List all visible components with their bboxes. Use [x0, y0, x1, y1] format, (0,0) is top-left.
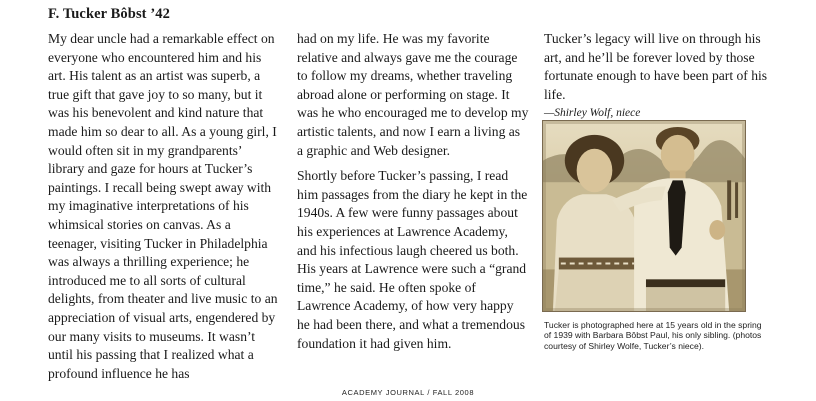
text-column-2 — [297, 30, 529, 353]
page-footer: ACADEMY JOURNAL / FALL 2008 — [341, 388, 475, 397]
text-column-1 — [48, 30, 280, 383]
text-column-3 — [544, 30, 774, 123]
archival-photo — [542, 120, 746, 312]
photo-illustration — [543, 121, 745, 311]
paragraph: had on my life. He was my favorite relative and always gave me the courage to follow my dreams, whether traveling abroad alone or performing on stage. It was he who encouraged me to develop my artistic talents, and now I earn a living as a graphic and Web designer. — [297, 31, 529, 158]
paragraph: Shortly before Tucker’s passing, I read him passages from the diary he kept in the 1940s. A few were funny passages about his experiences at Lawrence Academy, and his infectious laugh cheered us both. His years at Lawrence were such a “grand time,” he said. He often spoke of Lawrence Academy, of how very happy he had been there, and what a tremendous foundation it had given him. — [297, 168, 528, 351]
paragraph: My dear uncle had a remarkable effect on everyone who encountered him and his art. His talent as an artist was superb, a true gift that gave joy to so many, but it was his benevolent and kind nature that made him so dear to all. As a young girl, I would often sit in my grandparents’ library and gaze for hours at Tucker’s paintings. I recall being swept away with my imaginative interpretations of his whimsical stories on canvas. As a teenager, visiting Tucker in Philadelphia was always a thrilling experience; he introduced me to all sorts of cultural delights, from theater and live music to an appreciation of visual arts, engendered by our many visits to museums. It wasn’t until his passing that I realized what a profound influence he has — [48, 31, 278, 381]
paragraph: Tucker’s legacy will live on through his art, and he’ll be forever loved by those fortunate enough to have been part of his life. — [544, 31, 768, 102]
article-heading: F. Tucker Bôbst ’42 — [48, 6, 170, 22]
photo-caption: Tucker is photographed here at 15 years old in the spring of 1939 with Barbara Bôbst Paul, his only sibling. (photos courtesy of Shirley Wolfe, Tucker’s niece). — [544, 320, 762, 351]
signature: —Shirley Wolf, niece — [544, 107, 641, 120]
